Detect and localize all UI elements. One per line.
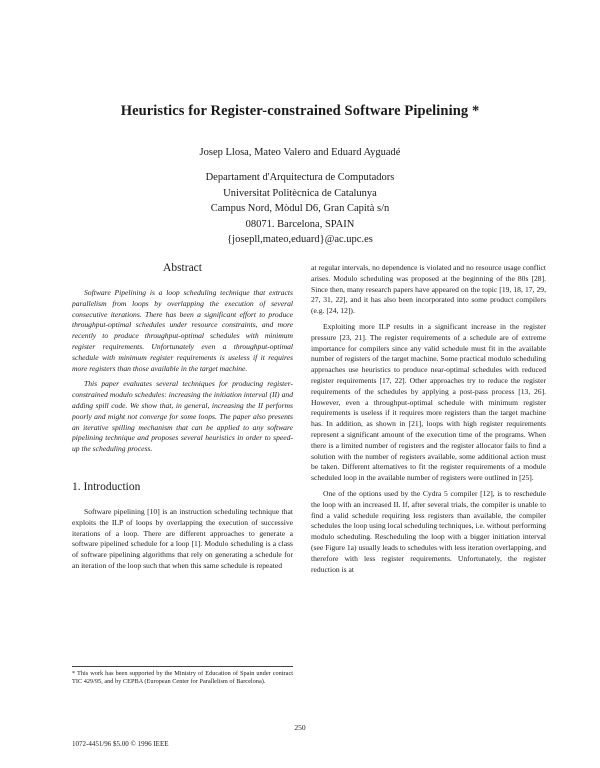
author-list: Josep Llosa, Mateo Valero and Eduard Ayguadé — [199, 147, 401, 158]
abstract-paragraph: Software Pipelining is a loop scheduling technique that extracts parallelism from loops by overlapping the execution of several consecutive iterations. There has been a significant effort to produce throughput-optimal schedules under resource constraints, and more recently to produce throughput-optimal schedules with minimum register requirements. Unfortunately even a throughput-optimal schedule with minimum register requirements is useless if it requires more registers than those available in the target machine. — [72, 288, 293, 373]
affiliation-city: 08071. Barcelona, SPAIN — [245, 218, 355, 230]
copyright-code: 1072-4451/96 $5.00 © 1996 IEEE — [72, 740, 169, 748]
affiliation-email: {josepll,mateo,eduard}@ac.upc.es — [227, 234, 373, 245]
affiliation-address: Campus Nord, Mòdul D6, Gran Capità s/n — [210, 203, 390, 214]
abstract-section — [72, 262, 293, 455]
affiliation-block — [0, 170, 600, 248]
abstract-paragraph: This paper evaluates several techniques for producing register-constrained modulo schedules: increasing the initiation interval (II) and adding spill code. We show that, in general, increasing the II performs poorly and might not converge for some loops. The paper also presents an iterative spilling mechanism that can be applied to any software pipelining technique and proposes several heuristics in order to speed-up the scheduling process. — [72, 379, 293, 454]
body-paragraph: at regular intervals, no dependence is violated and no resource usage conflict arises. Modulo scheduling was proposed at the beginning of the 80s [28]. Since then, many research papers have appeared on the topic [19, 18, 17, 29, 27, 31, 22], and it has also been incorporated into some product compilers (e.g. [24, 12]). — [311, 263, 546, 316]
body-paragraph: Exploiting more ILP results in a significant increase in the register pressure [23, 21]. The register requirements of a schedule are of extreme importance for compilers since any valid schedule must fit in the available number of registers of the target machine. Some practical modulo scheduling approaches use heuristics to produce near-optimal schedules with reduced register requirements [17, 22]. Other approaches try to reduce the register requirements of the schedules by applying a post-pass process [13, 26]. However, even a throughput-optimal schedule with minimum register requirements is useless if it requires more registers than the target machine has. In addition, as shown in [21], loops with high register requirements represent a significant amount of the execution time of the programs. When there is a limited number of registers and the register allocator fails to find a solution with the number of registers available, some additional action must be taken. Different alternatives to fit the register requirements of a module scheduled loop in the available number of registers were outlined in [25]. — [311, 321, 546, 483]
left-column — [72, 262, 293, 577]
body-paragraph: One of the options used by the Cydra 5 compiler [12], is to reschedule the loop with an increased II. If, after several trials, the compiler is unable to find a valid schedule requiring less registers than available, the compiler schedules the loop using local scheduling techniques, i.e. without performing modulo scheduling. Rescheduling the loop with a bigger initiation interval (see Figure 1a) usually leads to schedules with less iteration overlapping, and therefore with less register requirements. Unfortunately, the register reduction is at — [311, 488, 546, 574]
introduction-heading: 1. Introduction — [72, 480, 141, 493]
introduction-paragraph: Software pipelining [10] is an instruction scheduling technique that exploits the ILP of loops by overlapping the execution of successive iterations of a loop. There are different approaches to generate a software pipelined schedule for a loop [1]. Modulo scheduling is a class of software pipelining algorithms that rely on generating a schedule for an iteration of the loop such that when this same schedule is repeated — [72, 506, 293, 570]
paper-title: Heuristics for Register-constrained Software Pipelining * — [120, 103, 480, 119]
page-number: 250 — [294, 723, 306, 732]
right-column — [311, 263, 546, 580]
funding-footnote: * This work has been supported by the Ministry of Education of Spain under contract TIC 429/95, and by CEPBA (European Center for Parallelism of Barcelona). — [72, 666, 293, 687]
affiliation-university: Universitat Politècnica de Catalunya — [223, 187, 377, 199]
introduction-section — [72, 481, 293, 572]
affiliation-department: Departament d'Arquitectura de Computadors — [205, 172, 395, 183]
abstract-heading: Abstract — [163, 262, 202, 274]
